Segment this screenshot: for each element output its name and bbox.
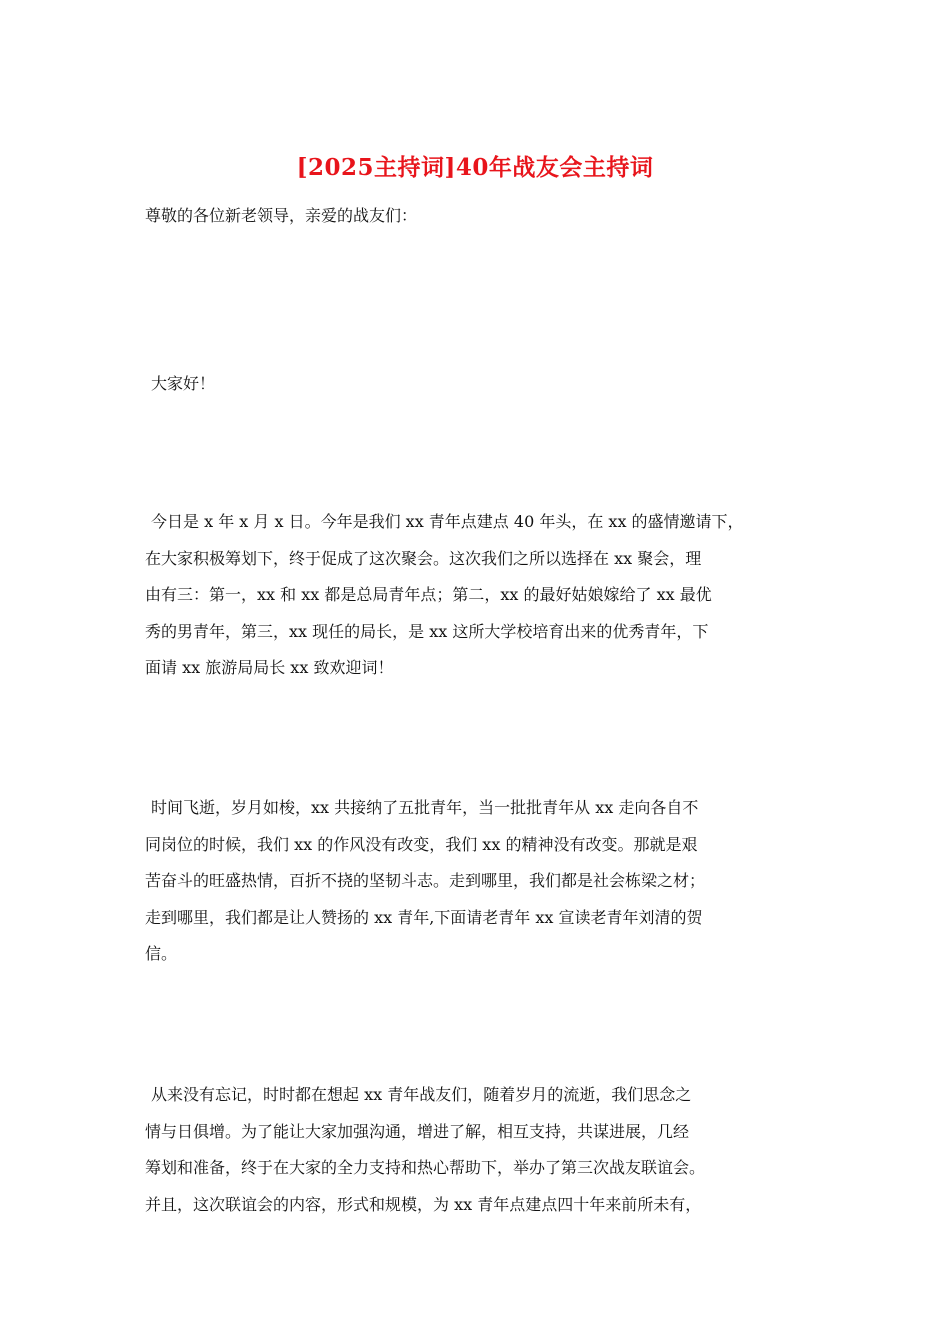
paragraph-line: 从来没有忘记，时时都在想起 xx 青年战友们，随着岁月的流逝，我们思念之	[151, 1085, 692, 1104]
paragraph-line: 今日是 x 年 x 月 x 日。今年是我们 xx 青年点建点 40 年头，在 xx 的盛情邀请下，	[151, 512, 744, 531]
paragraph-line: 信。	[145, 944, 178, 963]
greeting-line: 大家好！	[151, 374, 216, 393]
paragraph-line: 在大家积极筹划下，终于促成了这次聚会。这次我们之所以选择在 xx 聚会，理	[145, 548, 702, 568]
paragraph-1	[145, 504, 805, 687]
document-title: [2025主持词]40年战友会主持词	[296, 154, 654, 181]
salutation-line: 尊敬的各位新老领导，亲爱的战友们：	[145, 206, 418, 225]
paragraph-line: 走到哪里，我们都是让人赞扬的 xx 青年,下面请老青年 xx 宣读老青年刘清的贺	[145, 907, 703, 927]
paragraph-line: 秀的男青年，第三，xx 现任的局长，是 xx 这所大学校培育出来的优秀青年，下	[145, 621, 709, 641]
greeting	[145, 366, 805, 403]
paragraph-line: 并且，这次联谊会的内容，形式和规模，为 xx 青年点建点四十年来前所未有，	[145, 1194, 702, 1214]
salutation	[145, 198, 805, 235]
paragraph-line: 时间飞逝，岁月如梭，xx 共接纳了五批青年，当一批批青年从 xx 走向各自不	[151, 798, 699, 817]
paragraph-line: 面请 xx 旅游局局长 xx 致欢迎词！	[145, 658, 394, 677]
paragraph-2	[145, 790, 805, 973]
paragraph-3	[145, 1077, 805, 1223]
paragraph-line: 筹划和准备，终于在大家的全力支持和热心帮助下，举办了第三次战友联谊会。	[145, 1158, 706, 1177]
paragraph-line: 同岗位的时候，我们 xx 的作风没有改变，我们 xx 的精神没有改变。那就是艰	[145, 834, 698, 854]
paragraph-line: 由有三：第一，xx 和 xx 都是总局青年点；第二，xx 的最好姑娘嫁给了 xx 最优	[145, 585, 712, 604]
paragraph-line: 情与日俱增。为了能让大家加强沟通，增进了解，相互支持，共谋进展，几经	[145, 1121, 690, 1141]
paragraph-line: 苦奋斗的旺盛热情，百折不挠的坚韧斗志。走到哪里，我们都是社会栋梁之材；	[145, 871, 706, 890]
